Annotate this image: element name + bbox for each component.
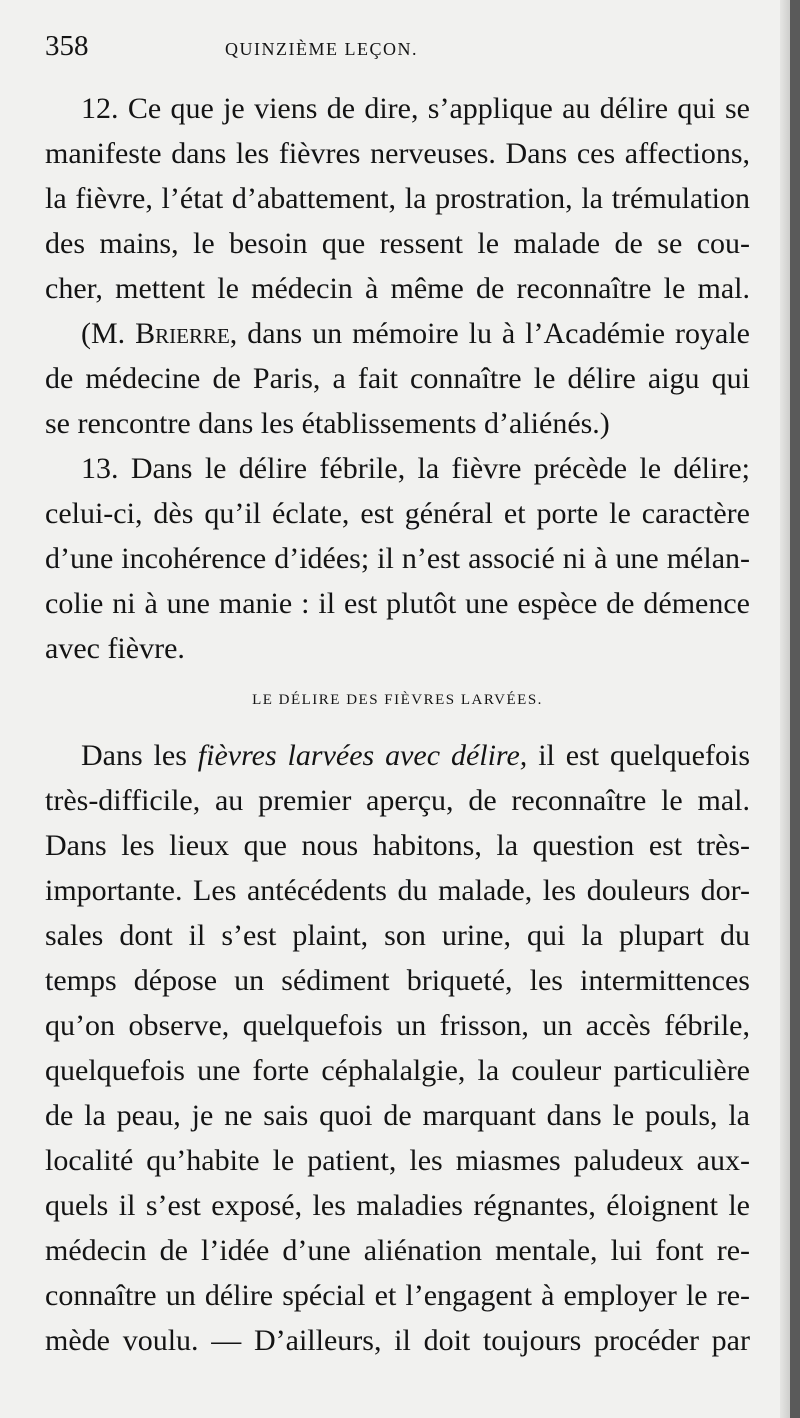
text-line: se rencontre dans les établissements d’aliénés.) — [45, 407, 610, 440]
paragraph-12 — [45, 86, 750, 446]
text-line: de médecine de Paris, a fait connaître le délire aigu qui — [45, 362, 750, 395]
running-head — [45, 30, 750, 70]
paragraph-13 — [45, 446, 750, 671]
text-line: mède voulu. — D’ailleurs, il doit toujours procéder par — [45, 1324, 750, 1357]
text-fragment: (M. — [81, 317, 136, 350]
author-name: Brierre — [135, 317, 230, 350]
text-line: temps dépose un sédiment briqueté, les intermittences — [45, 964, 750, 997]
text-line: des mains, le besoin que ressent le malade de se cou- — [45, 227, 750, 260]
text-line: localité qu’habite le patient, les miasmes paludeux aux- — [45, 1144, 750, 1177]
text-line: médecin de l’idée d’une aliénation mentale, lui font re- — [45, 1234, 750, 1267]
text-line — [45, 733, 750, 778]
text-line: 13. Dans le délire fébrile, la fièvre précède le délire; — [81, 452, 750, 485]
paragraph-fievres-larvees — [45, 733, 750, 1363]
text-line: colie ni à une manie : il est plutôt une espèce de démence — [45, 587, 750, 620]
chapter-title: QUINZIÈME LEÇON. — [225, 39, 418, 59]
text-line: qu’on observe, quelquefois un frisson, un accès fébrile, — [45, 1009, 750, 1042]
text-line: importante. Les antécédents du malade, les douleurs dor- — [45, 874, 750, 907]
italic-term: fièvres larvées avec délire, — [197, 739, 528, 772]
text-line: sales dont il s’est plaint, son urine, qui la plupart du — [45, 919, 750, 952]
text-line: avec fièvre. — [45, 632, 185, 665]
text-line: quelquefois une forte céphalalgie, la couleur particulière — [45, 1054, 750, 1087]
text-line: connaître un délire spécial et l’engagent à employer le re- — [45, 1279, 750, 1312]
text-line: quels il s’est exposé, les maladies régnantes, éloignent le — [45, 1189, 750, 1222]
text-fragment: Dans les — [81, 739, 198, 772]
text-line: cher, mettent le médecin à même de reconnaître le mal. — [45, 272, 750, 305]
text-fragment: il est quelquefois — [527, 739, 750, 772]
section-heading: LE DÉLIRE DES FIÈVRES LARVÉES. — [252, 692, 543, 708]
text-line: la fièvre, l’état d’abattement, la prostration, la trémulation — [45, 182, 750, 215]
text-line: de la peau, je ne sais quoi de marquant dans le pouls, la — [45, 1099, 750, 1132]
text-line — [45, 311, 750, 356]
text-line: manifeste dans les fièvres nerveuses. Dans ces affections, — [45, 137, 750, 170]
text-line: d’une incohérence d’idées; il n’est associé ni à une mélan- — [45, 542, 750, 575]
text-fragment: , dans un mémoire lu à l’Académie royale — [229, 317, 750, 350]
text-line: 12. Ce que je viens de dire, s’applique au délire qui se — [81, 92, 750, 125]
text-line: très-difficile, au premier aperçu, de reconnaître le mal. — [45, 784, 750, 817]
page-number: 358 — [45, 30, 89, 62]
text-line: celui-ci, dès qu’il éclate, est général et porte le caractère — [45, 497, 750, 530]
text-line: Dans les lieux que nous habitons, la question est très- — [45, 829, 750, 862]
